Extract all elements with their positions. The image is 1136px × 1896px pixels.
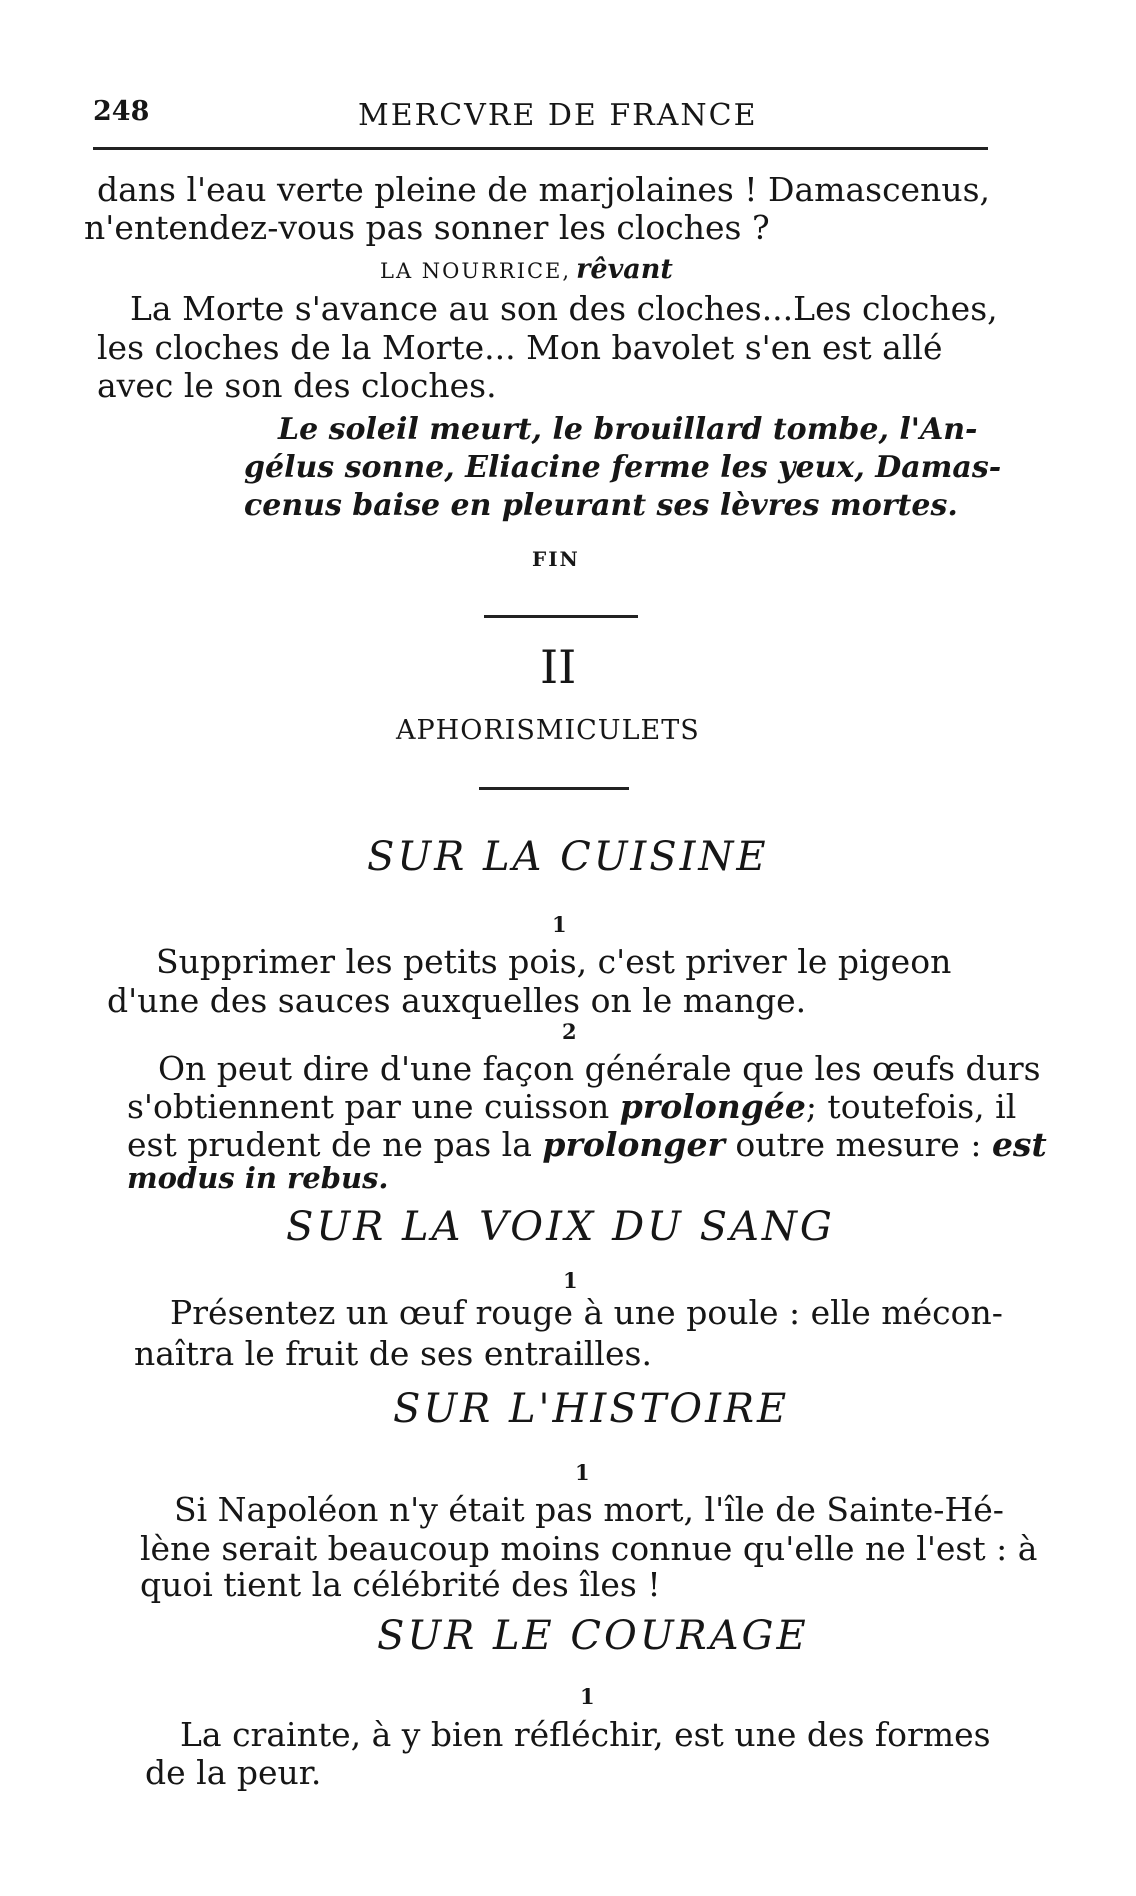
speaker-direction: rêvant bbox=[576, 254, 673, 285]
aphorism-number: 1 bbox=[575, 1460, 590, 1485]
text-line: naîtra le fruit de ses entrailles. bbox=[134, 1334, 652, 1373]
text-line: de la peur. bbox=[145, 1753, 322, 1792]
subsection-title: SUR LA VOIX DU SANG bbox=[286, 1204, 835, 1250]
speaker-name: LA NOURRICE, bbox=[380, 259, 572, 283]
text-line: modus in rebus. bbox=[127, 1161, 389, 1195]
aphorism-number: 1 bbox=[580, 1684, 595, 1709]
speaker-line bbox=[380, 254, 673, 285]
subsection-title: SUR L'HISTOIRE bbox=[393, 1386, 790, 1432]
running-title: MERCVRE DE FRANCE bbox=[358, 98, 758, 133]
fin-label: FIN bbox=[532, 547, 580, 571]
text-line: est prudent de ne pas la prolonger outre mesure : est bbox=[127, 1125, 1047, 1164]
stage-direction: Le soleil meurt, le brouillard tombe, l'An- bbox=[278, 412, 978, 447]
header-rule bbox=[93, 147, 988, 150]
text-line: Si Napoléon n'y était pas mort, l'île de Sainte-Hé- bbox=[174, 1490, 1004, 1529]
text-line: La crainte, à y bien réfléchir, est une des formes bbox=[180, 1715, 991, 1754]
part-numeral: II bbox=[540, 640, 577, 694]
text-line: n'entendez-vous pas sonner les cloches ? bbox=[84, 208, 770, 247]
stage-direction: gélus sonne, Eliacine ferme les yeux, Damas- bbox=[244, 450, 1002, 485]
text-line: quoi tient la célébrité des îles ! bbox=[140, 1565, 661, 1604]
text-line: avec le son des cloches. bbox=[97, 366, 497, 405]
page-number: 248 bbox=[93, 96, 150, 127]
text-line: les cloches de la Morte... Mon bavolet s'en est allé bbox=[97, 328, 943, 367]
text-line: d'une des sauces auxquelles on le mange. bbox=[107, 981, 807, 1020]
stage-direction: cenus baise en pleurant ses lèvres mortes. bbox=[244, 488, 958, 523]
aphorism-number: 1 bbox=[563, 1268, 578, 1293]
subsection-title: SUR LA CUISINE bbox=[367, 834, 769, 880]
aphorism-number: 1 bbox=[552, 912, 567, 937]
text-line: dans l'eau verte pleine de marjolaines ! Damascenus, bbox=[97, 170, 991, 209]
text-line: La Morte s'avance au son des cloches...Les cloches, bbox=[130, 289, 998, 328]
text-line: lène serait beaucoup moins connue qu'elle ne l'est : à bbox=[140, 1529, 1038, 1568]
section-divider bbox=[484, 615, 638, 618]
emphasis: prolongée bbox=[619, 1087, 806, 1126]
text-line: On peut dire d'une façon générale que les œufs durs bbox=[158, 1049, 1041, 1088]
emphasis: prolonger bbox=[542, 1125, 725, 1164]
subsection-title: SUR LE COURAGE bbox=[377, 1613, 809, 1659]
aphorism-number: 2 bbox=[562, 1019, 577, 1044]
text-line: Supprimer les petits pois, c'est priver le pigeon bbox=[156, 942, 952, 981]
emphasis: est bbox=[991, 1125, 1047, 1164]
part-title: APHORISMICULETS bbox=[396, 715, 700, 746]
section-divider bbox=[479, 787, 629, 790]
text-line: s'obtiennent par une cuisson prolongée; toutefois, il bbox=[127, 1087, 1017, 1126]
text-line: Présentez un œuf rouge à une poule : elle mécon- bbox=[170, 1293, 1003, 1332]
